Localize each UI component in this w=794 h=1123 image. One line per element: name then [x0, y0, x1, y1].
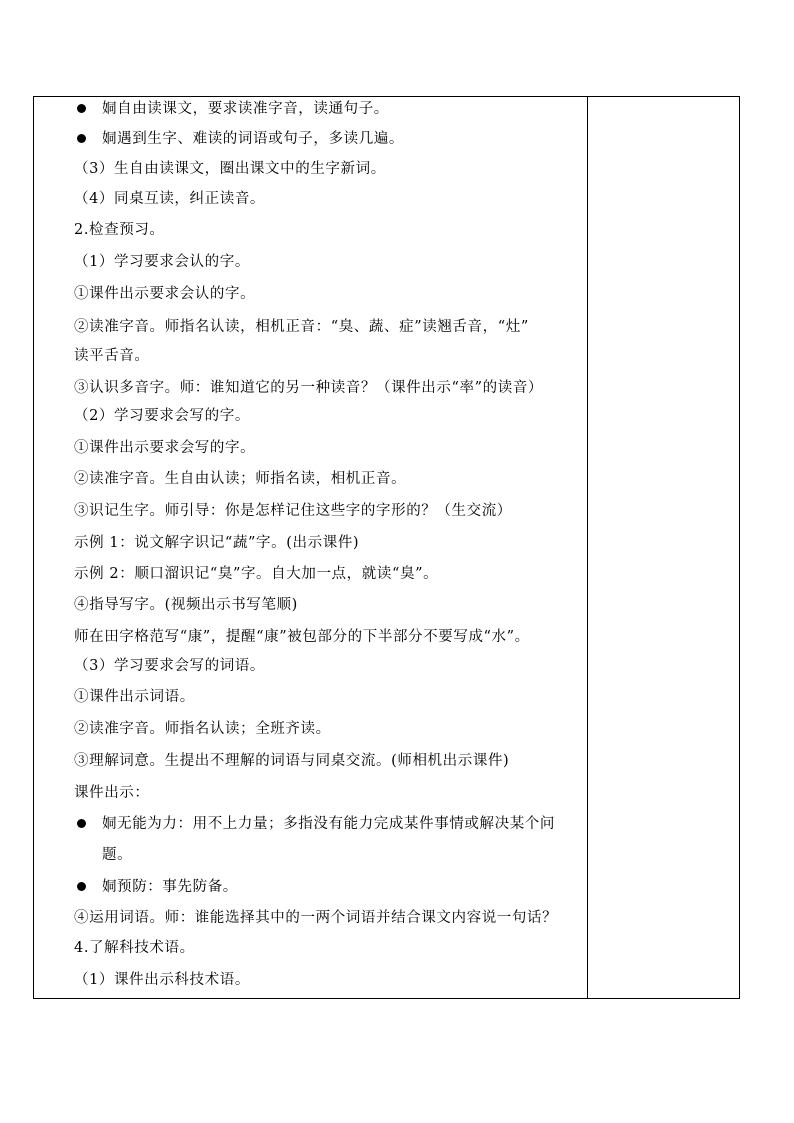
- text-line: 示例 1：说文解字识记“蔬”字。(出示课件): [74, 535, 360, 551]
- bullet-icon: [77, 104, 86, 113]
- text-line: ③识记生字。师引导：你是怎样记住这些字的字形的？（生交流）: [74, 503, 512, 519]
- text-line: ②读准字音。生自由认读；师指名读，相机正音。: [74, 471, 407, 487]
- bullet-icon: [77, 882, 86, 891]
- text-line: ②读准字音。师指名认读；全班齐读。: [74, 721, 331, 737]
- text-line: ①课件出示要求会写的字。: [74, 440, 256, 456]
- text-line: 题。: [102, 847, 133, 863]
- text-line: 姛无能为力：用不上力量；多指没有能力完成某件事情或解决某个问: [102, 816, 555, 832]
- text-line: 姛预防：事先防备。: [102, 879, 238, 895]
- text-line: （1）学习要求会认的字。: [74, 254, 250, 270]
- text-line: 2.检查预习。: [74, 222, 165, 238]
- text-line: （3）生自由读课文，圈出课文中的生字新词。: [74, 161, 386, 177]
- bullet-icon: [77, 134, 86, 143]
- text-line: ①课件出示要求会认的字。: [74, 286, 256, 302]
- text-line: （3）学习要求会写的词语。: [74, 658, 266, 674]
- text-line: 姛自由读课文，要求读准字音，读通句子。: [102, 101, 389, 117]
- text-line: ①课件出示词语。: [74, 689, 195, 705]
- text-line: （4）同桌互读，纠正读音。: [74, 191, 266, 207]
- text-line: 4.了解科技术语。: [74, 940, 195, 956]
- text-line: ③理解词意。生提出不理解的词语与同桌交流。(师相机出示课件): [74, 753, 510, 769]
- text-line: ④运用词语。师：谁能选择其中的一两个词语并结合课文内容说一句话？: [74, 910, 558, 926]
- text-line: 姛遇到生字、难读的词语或句子，多读几遍。: [102, 131, 404, 147]
- text-line: 师在田字格范写“康”，提醒“康”被包部分的下半部分不要写成“水”。: [74, 629, 530, 645]
- bullet-icon: [77, 819, 86, 828]
- text-line: 示例 2：顺口溜识记“臭”字。自大加一点，就读“臭”。: [74, 566, 439, 582]
- notes-cell: [588, 97, 739, 998]
- text-line: （2）学习要求会写的字。: [74, 408, 250, 424]
- text-line: ④指导写字。(视频出示书写笔顺): [74, 597, 298, 613]
- text-line: （1）课件出示科技术语。: [74, 972, 250, 988]
- text-line: 课件出示：: [74, 785, 150, 801]
- text-line: ②读准字音。师指名认读，相机正音：“臭、蔬、症”读翘舌音，“灶”: [74, 319, 529, 335]
- lesson-table: [33, 96, 740, 999]
- text-line: 读平舌音。: [74, 348, 150, 364]
- lesson-content-cell: [34, 97, 587, 998]
- text-line: ③认识多音字。师：谁知道它的另一种读音？（课件出示“率”的读音）: [74, 380, 544, 396]
